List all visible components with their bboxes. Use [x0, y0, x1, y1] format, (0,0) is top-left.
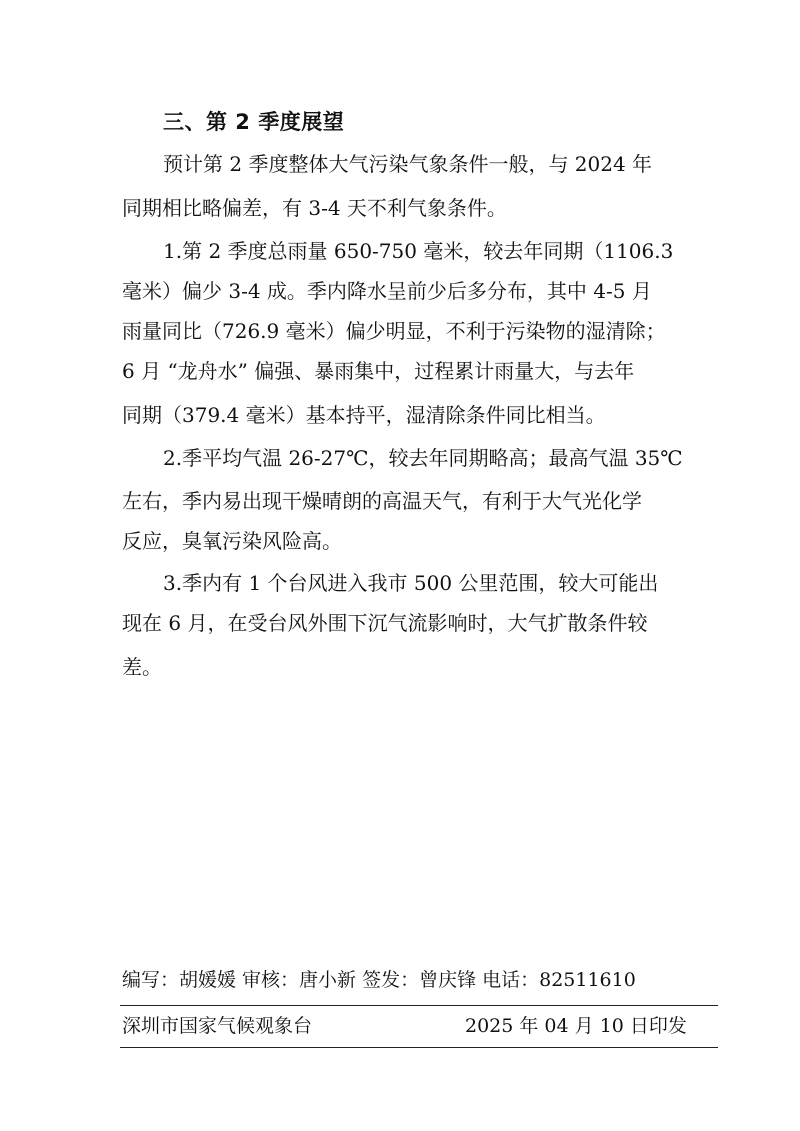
paragraph-1-line-2: 同期相比略偏差，有 3-4 天不利气象条件。 — [122, 196, 507, 220]
footer-top-rule — [120, 1005, 718, 1006]
issue-date: 2025 年 04 月 10 日印发 — [465, 1015, 687, 1037]
paragraph-2-line-5: 同期（379.4 毫米）基本持平，湿清除条件同比相当。 — [122, 403, 606, 427]
paragraph-4-line-1: 3.季内有 1 个台风进入我市 500 公里范围，较大可能出 — [163, 571, 659, 595]
paragraph-4-line-2: 现在 6 月，在受台风外围下沉气流影响时，大气扩散条件较 — [122, 611, 648, 635]
footer-bottom-rule — [120, 1047, 718, 1048]
paragraph-3-line-3: 反应，臭氧污染风险高。 — [122, 529, 342, 553]
paragraph-2-line-2: 毫米）偏少 3-4 成。季内降水呈前少后多分布，其中 4-5 月 — [122, 279, 652, 303]
section-heading: 三、第 2 季度展望 — [163, 110, 345, 134]
paragraph-2-line-4: 6 月 “龙舟水” 偏强、暴雨集中，过程累计雨量大，与去年 — [122, 359, 635, 383]
issuer-name: 深圳市国家气候观象台 — [122, 1015, 313, 1037]
paragraph-3-line-1: 2.季平均气温 26-27℃，较去年同期略高；最高气温 35℃ — [163, 446, 683, 470]
paragraph-4-line-3: 差。 — [122, 655, 162, 679]
paragraph-2-line-3: 雨量同比（726.9 毫米）偏少明显，不利于污染物的湿清除； — [122, 319, 666, 343]
credits-line: 编写：胡媛媛 审核：唐小新 签发：曾庆锋 电话：82511610 — [122, 969, 636, 991]
paragraph-3-line-2: 左右，季内易出现干燥晴朗的高温天气，有利于大气光化学 — [122, 489, 642, 513]
paragraph-1-line-1: 预计第 2 季度整体大气污染气象条件一般，与 2024 年 — [163, 152, 653, 176]
paragraph-2-line-1: 1.第 2 季度总雨量 650-750 毫米，较去年同期（1106.3 — [163, 239, 674, 263]
